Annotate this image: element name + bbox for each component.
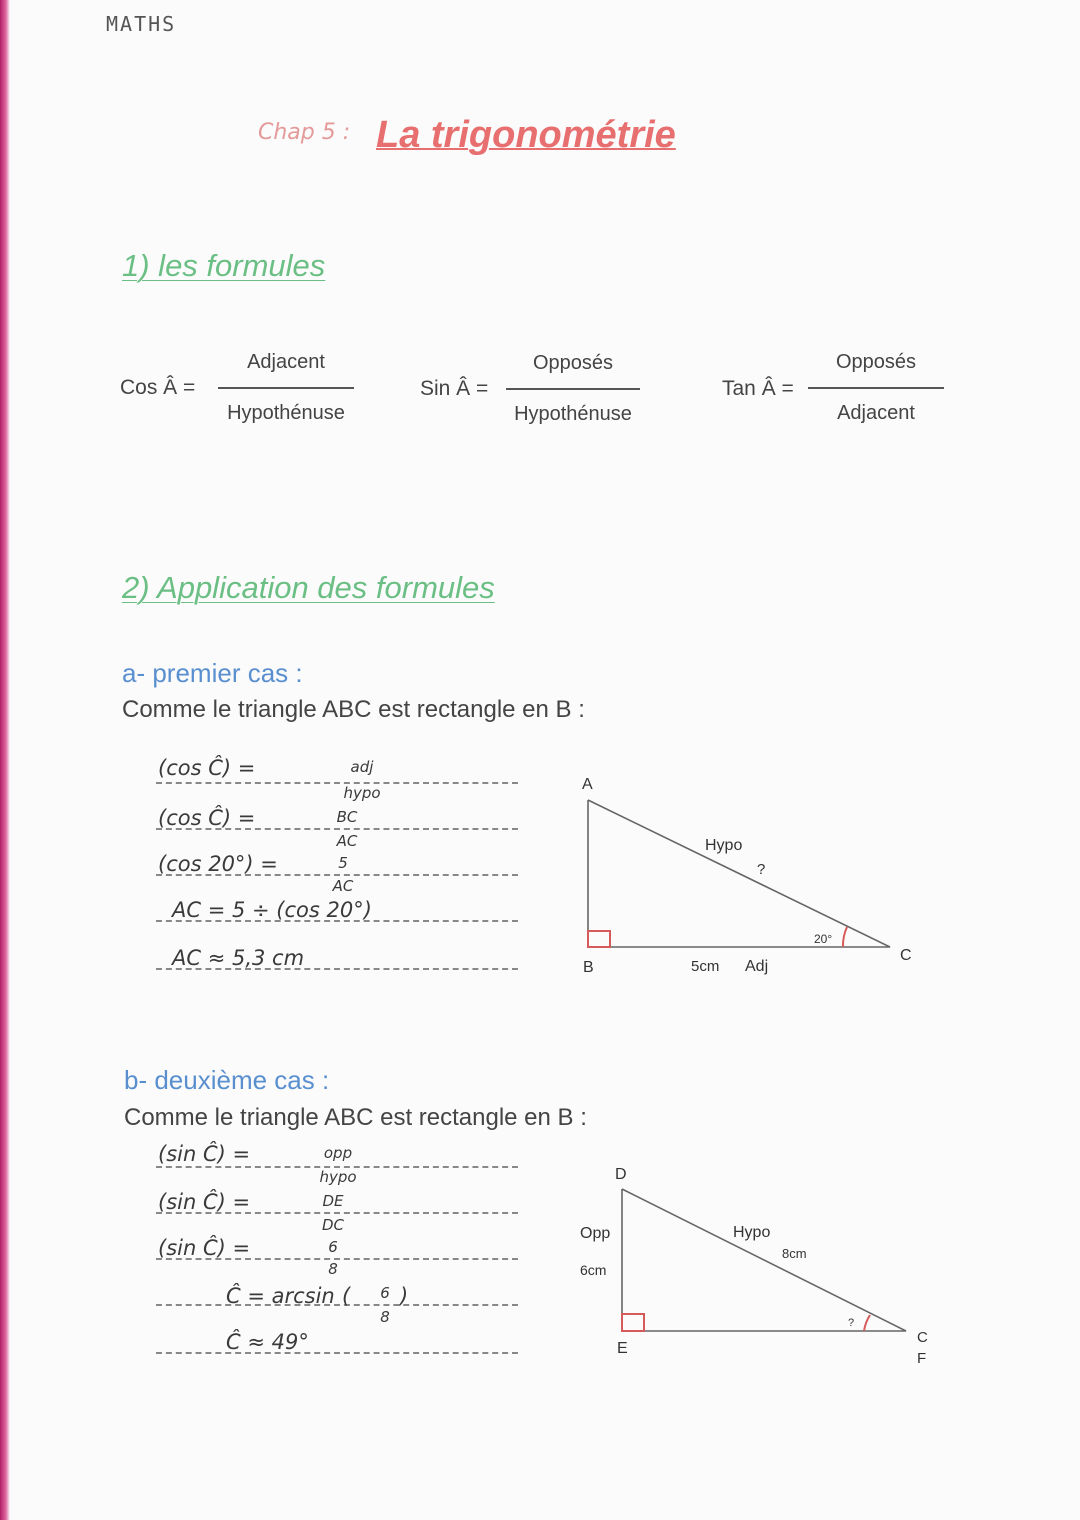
angle-arc [843, 927, 847, 947]
triangle-dec-figure [570, 1155, 950, 1375]
tan-fraction-bar [808, 387, 944, 389]
section-application-heading: 2) Application des formules [122, 570, 495, 605]
case-a-statement: Comme le triangle ABC est rectangle en B : [122, 696, 585, 723]
angle-value: ? [848, 1317, 855, 1329]
case-a-step-3-lhs: (cos 20°) = [158, 852, 278, 876]
chapter-label: Chap 5 : [258, 120, 351, 145]
case-b-step-1-num: opp [323, 1144, 353, 1162]
section-formulas-heading: 1) les formules [122, 248, 326, 283]
sin-fraction-bar [506, 388, 640, 390]
case-a-step-3-den: AC [332, 877, 354, 895]
case-a-label: a- premier cas : [122, 658, 303, 688]
angle-value: 20° [814, 932, 833, 946]
vertex-c-label: C [900, 947, 912, 964]
right-angle-marker [622, 1314, 644, 1331]
page-title: La trigonométrie [376, 114, 676, 156]
notebook-line [156, 1352, 518, 1354]
hypotenuse-label: Hypo [733, 1224, 771, 1241]
triangle-abc-outline [588, 800, 890, 947]
case-b-step-4-num: 6 [380, 1284, 390, 1302]
cos-fraction-bar [218, 387, 354, 389]
case-a-step-4: AC = 5 ÷ (cos 20°) [172, 898, 372, 922]
case-b-step-2-den: DC [321, 1216, 345, 1234]
tan-formula-denominator: Adjacent [837, 402, 915, 424]
case-a-step-3-num: 5 [338, 854, 348, 872]
opposite-label: Opp [580, 1225, 611, 1242]
case-a-step-1-den: hypo [343, 784, 381, 802]
hypotenuse-value: ? [757, 861, 766, 878]
notebook-line [156, 1304, 518, 1306]
case-a-step-1-lhs: (cos Ĉ) = [158, 756, 256, 780]
case-b-step-4-paren: ( [342, 1284, 351, 1308]
case-b-step-3-num: 6 [328, 1238, 338, 1256]
case-b-step-2-num: DE [322, 1192, 344, 1210]
sin-formula-denominator: Hypothénuse [514, 403, 632, 425]
hypotenuse-label: Hypo [705, 837, 743, 854]
adjacent-value: 5cm [691, 958, 720, 975]
case-b-step-1-den: hypo [319, 1168, 357, 1186]
triangle-abc-figure [560, 760, 930, 990]
case-a-step-2-num: BC [336, 808, 358, 826]
vertex-b-label: B [583, 959, 594, 976]
cos-formula-lhs: Cos Â = [120, 376, 196, 399]
case-b-step-3-lhs: (sin Ĉ) = [158, 1236, 251, 1260]
right-angle-marker [588, 931, 610, 947]
sin-formula-lhs: Sin Â = [420, 377, 489, 400]
vertex-c-label: C [917, 1329, 928, 1346]
cos-formula-numerator: Adjacent [247, 351, 325, 373]
sin-formula-numerator: Opposés [532, 352, 614, 374]
subject-label: MATHS [106, 12, 177, 36]
page-edge [0, 0, 10, 1520]
triangle-dec-outline [622, 1189, 906, 1331]
hypotenuse-value: 8cm [782, 1246, 807, 1261]
case-b-step-2-lhs: (sin Ĉ) = [158, 1190, 251, 1214]
vertex-d-label: D [615, 1166, 627, 1183]
case-a-step-2-den: AC [336, 832, 358, 850]
case-b-step-4: Ĉ = arcsin [226, 1284, 335, 1308]
case-b-statement: Comme le triangle ABC est rectangle en B : [124, 1104, 587, 1131]
case-b-step-4-paren-close: ) [400, 1284, 409, 1308]
case-a-step-5: AC ≈ 5,3 cm [172, 946, 305, 970]
adjacent-label: Adj [745, 958, 769, 975]
case-b-step-3-den: 8 [328, 1260, 338, 1278]
vertex-e-label: E [617, 1340, 628, 1357]
case-b-label: b- deuxième cas : [124, 1065, 330, 1095]
vertex-a-label: A [582, 776, 593, 793]
case-b-step-1-lhs: (sin Ĉ) = [158, 1142, 251, 1166]
tan-formula-numerator: Opposés [835, 351, 917, 373]
angle-arc [864, 1315, 870, 1331]
tan-formula-lhs: Tan Â = [722, 377, 794, 400]
case-a-step-1-num: adj [350, 758, 374, 776]
case-a-step-2-lhs: (cos Ĉ) = [158, 806, 256, 830]
vertex-f-label: F [917, 1350, 927, 1367]
case-b-step-4-den: 8 [380, 1308, 390, 1326]
opposite-value: 6cm [580, 1262, 607, 1278]
case-b-step-5: Ĉ ≈ 49° [226, 1330, 309, 1354]
cos-formula-denominator: Hypothénuse [227, 402, 345, 424]
